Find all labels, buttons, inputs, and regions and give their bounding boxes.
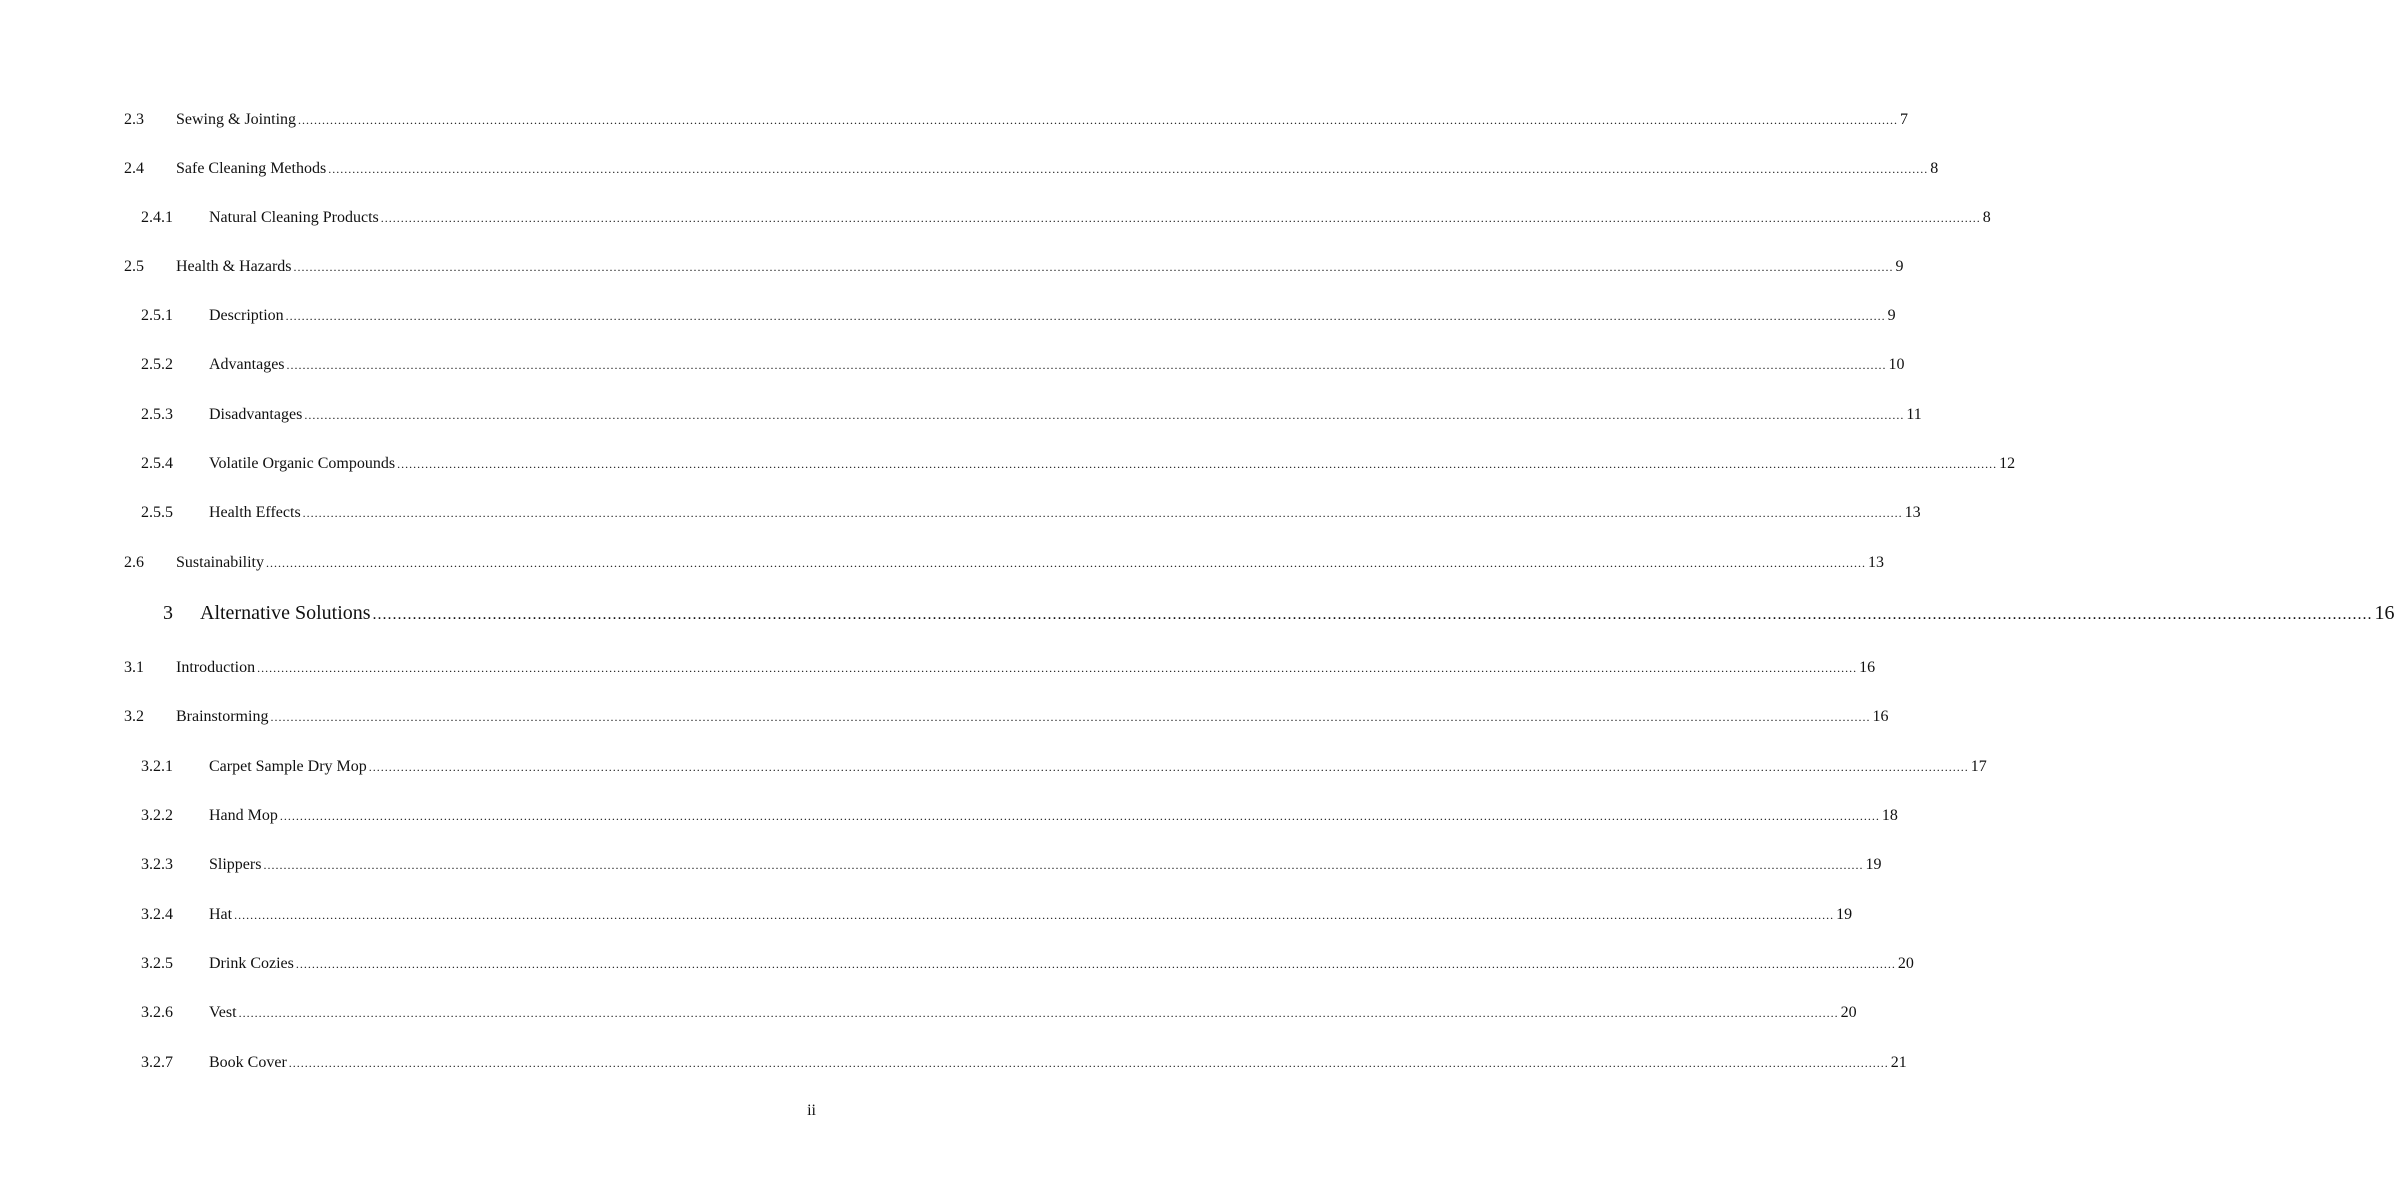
- toc-entry[interactable]: [141, 355, 1905, 375]
- toc-entry-title: Slippers: [209, 856, 262, 873]
- toc-entry[interactable]: [141, 1053, 1907, 1073]
- toc-entry-title: Sewing & Jointing: [176, 111, 297, 128]
- toc-entry[interactable]: [124, 658, 1876, 678]
- toc-entry-title: Safe Cleaning Methods: [176, 160, 327, 177]
- toc-entry-page: 13: [1904, 504, 1921, 521]
- toc-entry-title: Description: [209, 307, 284, 324]
- toc-entry[interactable]: [163, 601, 2395, 627]
- toc-entry-title: Natural Cleaning Products: [209, 209, 379, 226]
- toc-entry-page: 7: [1900, 111, 1909, 128]
- toc-entry[interactable]: [124, 257, 1904, 277]
- toc-entry-number: 2.5: [124, 258, 144, 275]
- toc-leader-dots: ................................................................................................................................................................................................................................................................................................................................................................................................................: [279, 809, 1880, 823]
- toc-leader-dots: ................................................................................................................................................................................................................................................................................................................................................................................................................: [302, 506, 1903, 520]
- toc-entry[interactable]: [124, 110, 1909, 130]
- toc-leader-dots: ................................................................................................................................................................................................................................................................................................................................................................................................................: [293, 260, 1894, 274]
- toc-entry-title: Vest: [209, 1004, 237, 1021]
- page-number: ii: [807, 1102, 816, 1119]
- toc-entry-page: 20: [1897, 955, 1914, 972]
- toc-leader-dots: ................................................................................................................................................................................................................................................................................................................................................................................................................: [238, 1006, 1839, 1020]
- toc-entry-page: 18: [1881, 807, 1898, 824]
- toc-entry-title: Drink Cozies: [209, 955, 294, 972]
- toc-entry-page: 8: [1930, 160, 1939, 177]
- toc-entry-page: 9: [1887, 307, 1896, 324]
- toc-entry[interactable]: [141, 208, 1991, 228]
- toc-entry-title: Alternative Solutions: [200, 602, 371, 624]
- toc-entry-number: 3.1: [124, 659, 144, 676]
- toc-leader-dots: ................................................................................................................................................................................................................................................................................................................................................................................................................: [286, 358, 1887, 372]
- toc-leader-dots: ................................................................................................................................................................................................................................................................................................................................................................................................................: [328, 162, 1929, 176]
- toc-entry-number: 3.2.5: [141, 955, 173, 972]
- toc-leader-dots: ................................................................................................................................................................................................................................................................................................................................................................................................................: [270, 710, 1871, 724]
- toc-entry-number: 3.2.7: [141, 1054, 173, 1071]
- toc-entry-number: 2.3: [124, 111, 144, 128]
- toc-entry[interactable]: [141, 1003, 1857, 1023]
- toc-leader-dots: ................................................................................................................................................................................................................................................................................................................................................................................................................: [263, 858, 1864, 872]
- toc-entry-title: Hand Mop: [209, 807, 278, 824]
- toc-entry[interactable]: [141, 757, 1987, 777]
- toc-leader-dots: ................................................................................................................................................................................................................................................................................................................................................................................................................: [372, 606, 2373, 623]
- toc-leader-dots: ................................................................................................................................................................................................................................................................................................................................................................................................................: [234, 908, 1835, 922]
- toc-entry-page: 9: [1895, 258, 1904, 275]
- toc-entry-number: 3.2: [124, 708, 144, 725]
- toc-leader-dots: ................................................................................................................................................................................................................................................................................................................................................................................................................: [285, 309, 1886, 323]
- toc-leader-dots: ................................................................................................................................................................................................................................................................................................................................................................................................................: [397, 457, 1998, 471]
- toc-entry[interactable]: [141, 306, 1896, 326]
- toc-entry-number: 2.5.5: [141, 504, 173, 521]
- toc-entry-title: Book Cover: [209, 1054, 287, 1071]
- toc-entry-page: 12: [1999, 455, 2016, 472]
- toc-leader-dots: ................................................................................................................................................................................................................................................................................................................................................................................................................: [304, 408, 1905, 422]
- toc-entry-page: 8: [1982, 209, 1991, 226]
- toc-entry-title: Brainstorming: [176, 708, 269, 725]
- toc-entry-number: 2.4.1: [141, 209, 173, 226]
- toc-entry-page: 19: [1836, 906, 1853, 923]
- toc-entry[interactable]: [141, 405, 1922, 425]
- toc-entry-page: 10: [1888, 356, 1905, 373]
- toc-entry-title: Hat: [209, 906, 233, 923]
- toc-leader-dots: ................................................................................................................................................................................................................................................................................................................................................................................................................: [266, 556, 1866, 570]
- toc-entry-number: 3.2.6: [141, 1004, 173, 1021]
- toc-leader-dots: ................................................................................................................................................................................................................................................................................................................................................................................................................: [298, 113, 1899, 127]
- toc-entry-number: 3.2.3: [141, 856, 173, 873]
- toc-leader-dots: ................................................................................................................................................................................................................................................................................................................................................................................................................: [295, 957, 1896, 971]
- toc-leader-dots: ................................................................................................................................................................................................................................................................................................................................................................................................................: [288, 1056, 1889, 1070]
- toc-leader-dots: ................................................................................................................................................................................................................................................................................................................................................................................................................: [380, 211, 1981, 225]
- toc-entry[interactable]: [124, 159, 1939, 179]
- toc-entry-title: Volatile Organic Compounds: [209, 455, 396, 472]
- toc-entry-title: Advantages: [209, 356, 285, 373]
- toc-entry[interactable]: [141, 855, 1882, 875]
- toc-entry[interactable]: [124, 553, 1884, 573]
- toc-entry[interactable]: [141, 454, 2016, 474]
- toc-entry-page: 16: [1859, 659, 1876, 676]
- toc-entry-number: 3.2.2: [141, 807, 173, 824]
- toc-entry[interactable]: [141, 954, 1914, 974]
- toc-entry-title: Health & Hazards: [176, 258, 292, 275]
- toc-entry-number: 2.5.4: [141, 455, 173, 472]
- toc-leader-dots: ................................................................................................................................................................................................................................................................................................................................................................................................................: [257, 661, 1858, 675]
- toc-entry[interactable]: [141, 905, 1853, 925]
- toc-entry[interactable]: [141, 806, 1898, 826]
- toc-entry-number: 3.2.4: [141, 906, 173, 923]
- toc-entry-title: Sustainability: [176, 554, 264, 571]
- toc-entry-page: 17: [1970, 758, 1987, 775]
- toc-entry-number: 3.2.1: [141, 758, 173, 775]
- toc-entry-page: 16: [2374, 602, 2395, 624]
- toc-entry-number: 2.5.2: [141, 356, 173, 373]
- toc-entry-title: Carpet Sample Dry Mop: [209, 758, 367, 775]
- toc-entry[interactable]: [124, 707, 1889, 727]
- toc-entry-title: Health Effects: [209, 504, 301, 521]
- toc-entry-page: 11: [1906, 406, 1922, 423]
- toc-entry-number: 2.6: [124, 554, 144, 571]
- toc-entry-number: 2.5.1: [141, 307, 173, 324]
- toc-entry-page: 21: [1890, 1054, 1907, 1071]
- toc-entry-title: Introduction: [176, 659, 256, 676]
- toc-entry-page: 13: [1868, 554, 1884, 571]
- toc-entry-title: Disadvantages: [209, 406, 303, 423]
- toc-entry-page: 16: [1872, 708, 1889, 725]
- toc-leader-dots: ................................................................................................................................................................................................................................................................................................................................................................................................................: [368, 760, 1969, 774]
- toc-entry-page: 19: [1865, 856, 1882, 873]
- toc-entry-number: 2.5.3: [141, 406, 173, 423]
- toc-entry[interactable]: [141, 503, 1921, 523]
- toc-entry-number: 3: [163, 602, 173, 624]
- toc-entry-number: 2.4: [124, 160, 144, 177]
- toc-entry-page: 20: [1840, 1004, 1857, 1021]
